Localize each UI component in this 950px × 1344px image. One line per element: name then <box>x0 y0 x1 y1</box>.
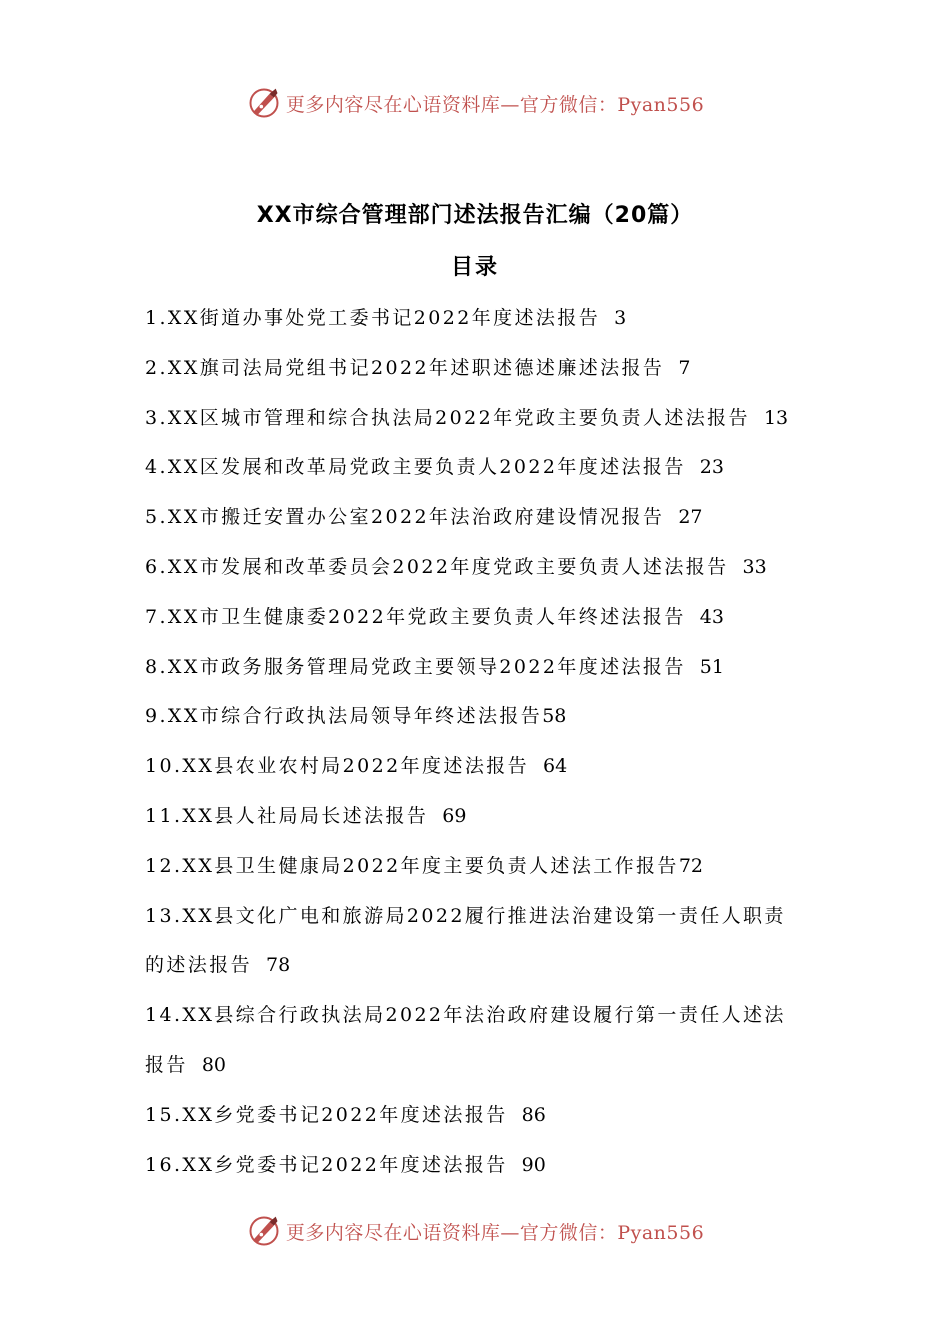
toc-entry-title: 8.XX市政务服务管理局党政主要领导2022年度述法报告 <box>145 655 686 678</box>
toc-entry[interactable] <box>145 593 815 643</box>
toc-entry[interactable] <box>145 443 815 493</box>
toc-entry-page-number: 69 <box>442 804 467 827</box>
toc-entry-page-number: 27 <box>678 506 703 529</box>
toc-entry-page-number: 51 <box>699 655 724 678</box>
toc-entry-title: 14.XX县综合行政执法局2022年法治政府建设履行第一责任人述法 <box>145 1004 786 1027</box>
header-banner <box>0 83 950 123</box>
toc-entry[interactable] <box>145 344 815 394</box>
toc-entry-page-number: 78 <box>266 954 291 977</box>
toc-entry-title: 16.XX乡党委书记2022年度述法报告 <box>145 1153 508 1176</box>
toc-entry-title: 3.XX区城市管理和综合执法局2022年党政主要负责人述法报告 <box>145 406 750 429</box>
toc-entry[interactable] <box>145 1141 815 1191</box>
toc-entry-page-number: 90 <box>521 1153 546 1176</box>
toc-entry-title: 11.XX县人社局局长述法报告 <box>145 804 429 827</box>
table-of-contents <box>145 294 815 1190</box>
toc-entry[interactable] <box>145 842 815 892</box>
toc-entry-page-number: 3 <box>614 307 627 329</box>
toc-entry[interactable] <box>145 543 815 593</box>
toc-entry-page-number: 72 <box>678 854 704 877</box>
toc-entry-title: 2.XX旗司法局党组书记2022年述职述德述廉述法报告 <box>145 356 665 379</box>
toc-entry-page-number: 43 <box>699 605 724 628</box>
toc-entry-page-number: 86 <box>521 1103 546 1126</box>
toc-entry-page-number: 58 <box>542 705 567 728</box>
banner-text: 更多内容尽在心语资料库—官方微信：Pyan556 <box>285 1221 705 1244</box>
toc-entry-title: 10.XX县农业农村局2022年度述法报告 <box>145 755 530 778</box>
toc-entry[interactable] <box>145 941 815 991</box>
toc-entry-title: 6.XX市发展和改革委员会2022年度党政主要负责人述法报告 <box>145 555 729 578</box>
toc-entry[interactable] <box>145 294 815 344</box>
toc-entry[interactable] <box>145 692 815 742</box>
toc-entry-title: 1.XX街道办事处党工委书记2022年度述法报告 <box>145 307 601 329</box>
toc-entry-title: 7.XX市卫生健康委2022年党政主要负责人年终述法报告 <box>145 605 686 628</box>
toc-entry-page-number: 23 <box>699 456 724 479</box>
toc-entry[interactable] <box>145 493 815 543</box>
toc-heading: 目录 <box>450 255 499 280</box>
toc-entry[interactable] <box>145 643 815 693</box>
toc-entry-title: 的述法报告 <box>145 954 253 977</box>
toc-entry-title: 15.XX乡党委书记2022年度述法报告 <box>145 1103 508 1126</box>
pen-nib-logo-icon <box>246 1213 282 1249</box>
toc-entry[interactable] <box>145 1091 815 1141</box>
toc-entry-page-number: 13 <box>763 406 789 429</box>
toc-entry[interactable] <box>145 991 815 1041</box>
toc-entry-page-number: 7 <box>678 356 691 379</box>
document-title: XX市综合管理部门述法报告汇编（20篇） <box>256 203 694 228</box>
toc-entry-title: 报告 <box>145 1053 188 1076</box>
toc-entry[interactable] <box>145 742 815 792</box>
toc-entry-page-number: 33 <box>742 555 767 578</box>
toc-entry[interactable] <box>145 394 815 444</box>
toc-entry[interactable] <box>145 1041 815 1091</box>
toc-entry[interactable] <box>145 792 815 842</box>
toc-entry-title: 4.XX区发展和改革局党政主要负责人2022年度述法报告 <box>145 456 686 479</box>
toc-entry-page-number: 80 <box>201 1053 226 1076</box>
toc-entry[interactable] <box>145 892 815 942</box>
toc-entry-title: 5.XX市搬迁安置办公室2022年法治政府建设情况报告 <box>145 506 665 529</box>
toc-entry-title: 12.XX县卫生健康局2022年度主要负责人述法工作报告 <box>145 854 679 877</box>
toc-entry-page-number: 64 <box>543 755 568 778</box>
toc-entry-title: 13.XX县文化广电和旅游局2022履行推进法治建设第一责任人职责 <box>145 904 786 927</box>
banner-text: 更多内容尽在心语资料库—官方微信：Pyan556 <box>285 93 705 116</box>
pen-nib-logo-icon <box>246 85 282 121</box>
toc-entry-title: 9.XX市综合行政执法局领导年终述法报告 <box>145 705 543 728</box>
footer-banner <box>0 1211 950 1251</box>
